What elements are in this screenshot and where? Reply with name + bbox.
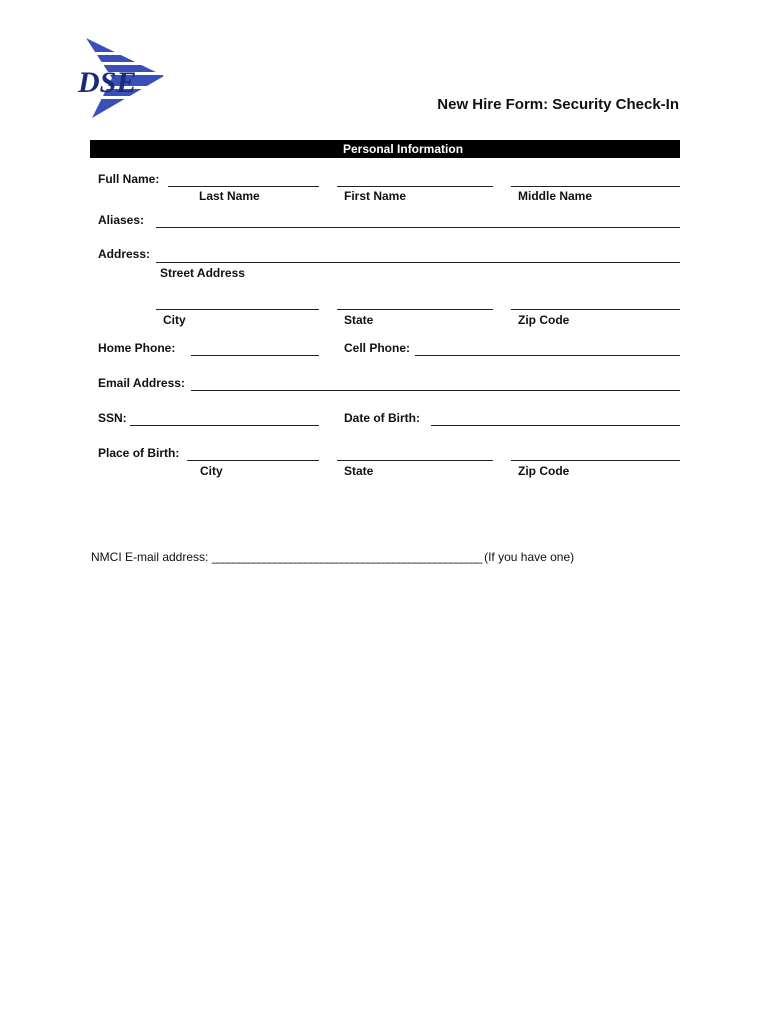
state-caption: State [344,313,374,327]
zip-code-caption: Zip Code [518,313,570,327]
dse-logo-graphic [72,36,168,120]
pob-zip-caption: Zip Code [518,464,570,478]
logo-text: DSE [78,66,137,99]
last-name-caption: Last Name [199,189,260,203]
pob-city-caption: City [200,464,223,478]
state-field[interactable] [337,309,493,310]
date-of-birth-field[interactable] [431,425,680,426]
address-label: Address: [98,247,151,261]
nmci-email-field[interactable]: ____________________________________________________ [211,550,481,564]
cell-phone-label: Cell Phone: [344,341,411,355]
middle-name-field[interactable] [511,186,680,187]
form-title: New Hire Form: Security Check-In [437,96,679,113]
home-phone-label: Home Phone: [98,341,176,355]
city-caption: City [163,313,186,327]
street-address-field[interactable] [156,262,680,263]
email-address-field[interactable] [191,390,680,391]
first-name-caption: First Name [344,189,407,203]
last-name-field[interactable] [168,186,319,187]
street-address-caption: Street Address [160,266,245,280]
zip-code-field[interactable] [511,309,680,310]
place-of-birth-label: Place of Birth: [98,446,180,460]
aliases-label: Aliases: [98,213,145,227]
full-name-label: Full Name: [98,172,160,186]
middle-name-caption: Middle Name [518,189,593,203]
date-of-birth-label: Date of Birth: [344,411,420,425]
section-title: Personal Information [343,142,464,156]
email-address-label: Email Address: [98,376,185,390]
ssn-field[interactable] [130,425,319,426]
cell-phone-field[interactable] [415,355,680,356]
nmci-email-label: NMCI E-mail address: [91,550,209,564]
ssn-label: SSN: [98,411,127,425]
pob-city-field[interactable] [187,460,319,461]
first-name-field[interactable] [337,186,493,187]
nmci-email-row [91,550,680,564]
home-phone-field[interactable] [191,355,319,356]
nmci-email-note: (If you have one) [484,550,575,564]
company-logo [72,36,168,120]
city-field[interactable] [156,309,319,310]
aliases-field[interactable] [156,227,680,228]
pob-zip-field[interactable] [511,460,680,461]
pob-state-field[interactable] [337,460,493,461]
pob-state-caption: State [344,464,374,478]
